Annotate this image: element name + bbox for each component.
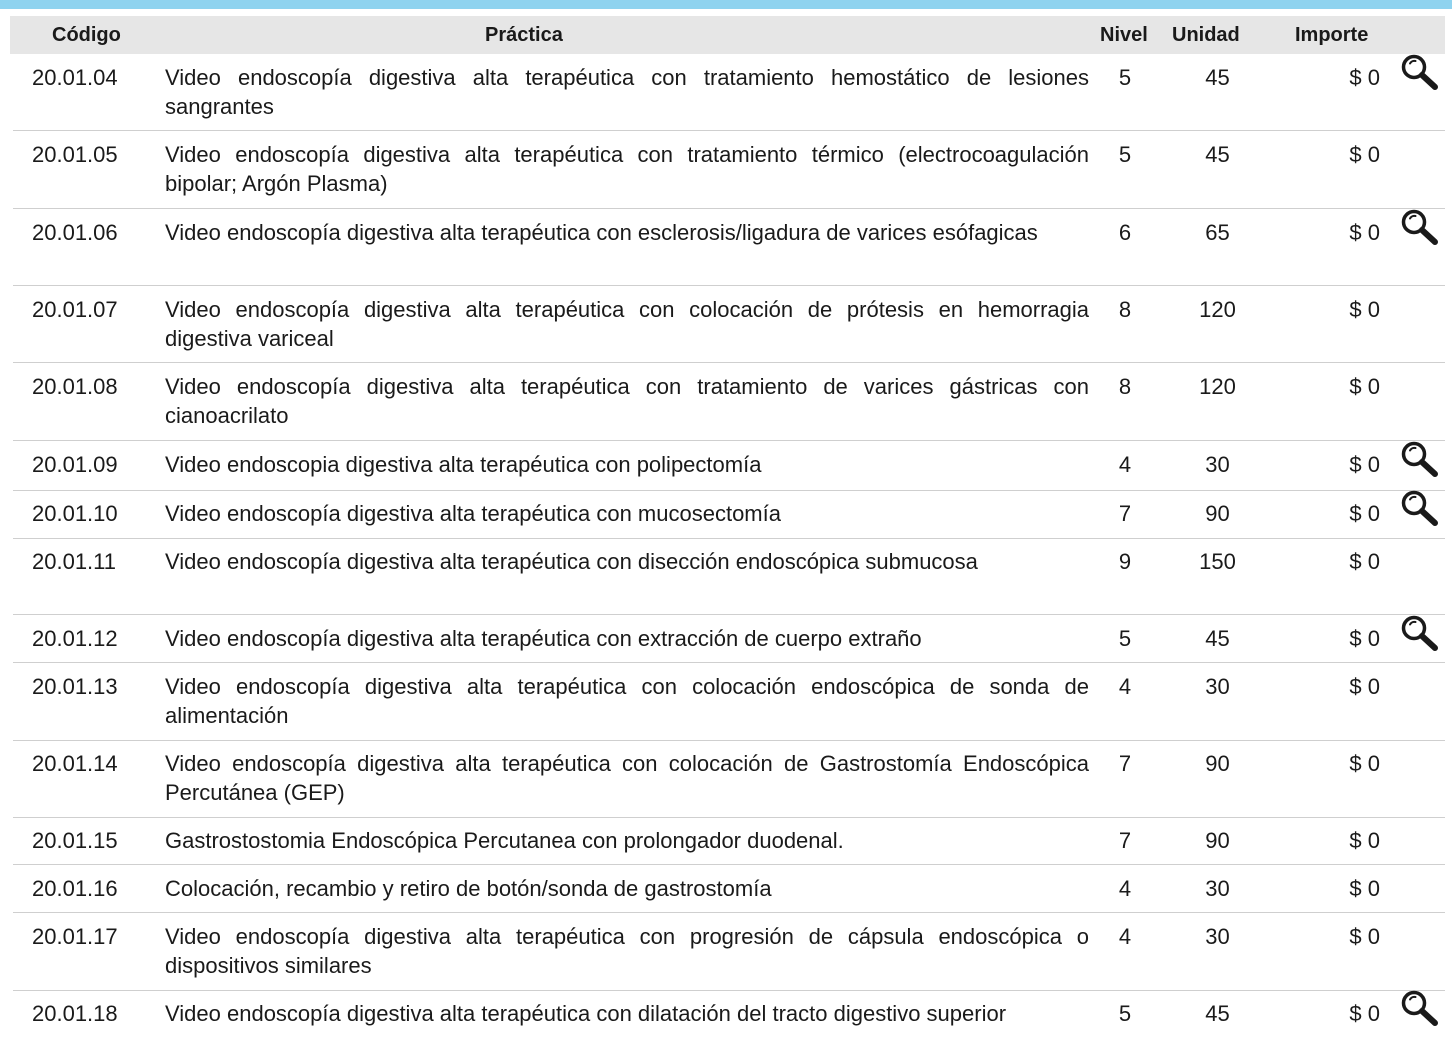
codigo-cell: 20.01.17	[32, 924, 118, 949]
unidad-cell: 30	[1205, 452, 1230, 477]
header-codigo: Código	[52, 23, 121, 46]
codigo-cell: 20.01.18	[32, 1001, 118, 1026]
nivel-cell: 5	[1118, 1001, 1132, 1026]
practica-cell: Video endoscopía digestiva alta terapéutica con colocación de prótesis en hemorragia digestiva variceal	[165, 297, 1089, 351]
nivel-cell: 5	[1118, 626, 1132, 651]
codigo-cell: 20.01.08	[32, 374, 118, 399]
practica-cell: Video endoscopía digestiva alta terapéutica con colocación de Gastrostomía Endoscópica Percutánea (GEP)	[165, 751, 1089, 805]
header-practica: Práctica	[485, 23, 563, 46]
unidad-cell: 150	[1199, 549, 1236, 574]
unidad-cell: 30	[1205, 674, 1230, 699]
codigo-cell: 20.01.15	[32, 828, 118, 853]
row-divider	[13, 864, 1445, 865]
header-importe: Importe	[1295, 23, 1369, 46]
codigo-cell: 20.01.09	[32, 452, 118, 477]
codigo-cell: 20.01.11	[32, 549, 117, 574]
practica-cell: Video endoscopía digestiva alta terapéutica con tratamiento térmico (electrocoagulación bipolar; Argón Plasma)	[165, 142, 1089, 196]
codigo-cell: 20.01.07	[32, 297, 118, 322]
importe-cell: $ 0	[1349, 452, 1380, 477]
codigo-cell: 20.01.04	[32, 65, 118, 90]
nivel-cell: 8	[1118, 297, 1132, 322]
importe-cell: $ 0	[1349, 549, 1380, 574]
row-divider	[13, 208, 1445, 209]
importe-cell: $ 0	[1349, 828, 1380, 853]
unidad-cell: 45	[1205, 1001, 1230, 1026]
unidad-cell: 90	[1205, 828, 1230, 853]
importe-cell: $ 0	[1349, 65, 1380, 90]
unidad-cell: 120	[1199, 297, 1236, 322]
importe-cell: $ 0	[1349, 876, 1380, 901]
row-divider	[13, 538, 1445, 539]
magnifier-search-icon[interactable]	[1400, 440, 1446, 482]
unidad-cell: 45	[1205, 65, 1230, 90]
row-divider	[13, 912, 1445, 913]
nivel-cell: 9	[1118, 549, 1132, 574]
unidad-cell: 90	[1205, 501, 1230, 526]
nivel-cell: 5	[1118, 65, 1132, 90]
row-divider	[13, 740, 1445, 741]
header-nivel: Nivel	[1100, 23, 1148, 46]
codigo-cell: 20.01.06	[32, 220, 118, 245]
nivel-cell: 4	[1118, 876, 1132, 901]
codigo-cell: 20.01.13	[32, 674, 118, 699]
row-divider	[13, 285, 1445, 286]
magnifier-search-icon[interactable]	[1400, 53, 1446, 95]
importe-cell: $ 0	[1349, 1001, 1380, 1026]
nivel-cell: 8	[1118, 374, 1132, 399]
nivel-cell: 4	[1118, 924, 1132, 949]
nivel-cell: 7	[1118, 828, 1132, 853]
row-divider	[13, 817, 1445, 818]
practica-cell: Video endoscopía digestiva alta terapéutica con mucosectomía	[165, 501, 781, 526]
practica-cell: Video endoscopía digestiva alta terapéutica con disección endoscópica submucosa	[165, 549, 978, 574]
importe-cell: $ 0	[1349, 501, 1380, 526]
importe-cell: $ 0	[1349, 142, 1380, 167]
nivel-cell: 4	[1118, 674, 1132, 699]
codigo-cell: 20.01.05	[32, 142, 118, 167]
nivel-cell: 7	[1118, 751, 1132, 776]
importe-cell: $ 0	[1349, 674, 1380, 699]
row-divider	[13, 614, 1445, 615]
codigo-cell: 20.01.14	[32, 751, 118, 776]
row-divider	[13, 490, 1445, 491]
practica-cell: Video endoscopía digestiva alta terapéutica con tratamiento hemostático de lesiones sangrantes	[165, 65, 1089, 119]
row-divider	[13, 362, 1445, 363]
importe-cell: $ 0	[1349, 297, 1380, 322]
row-divider	[13, 662, 1445, 663]
importe-cell: $ 0	[1349, 924, 1380, 949]
practica-cell: Video endoscopía digestiva alta terapéutica con esclerosis/ligadura de varices esófagicas	[165, 220, 1038, 245]
practica-cell: Video endoscopía digestiva alta terapéutica con extracción de cuerpo extraño	[165, 626, 922, 651]
unidad-cell: 30	[1205, 876, 1230, 901]
practica-cell: Video endoscopia digestiva alta terapéutica con polipectomía	[165, 452, 762, 477]
practica-cell: Video endoscopía digestiva alta terapéutica con colocación endoscópica de sonda de alimentación	[165, 674, 1089, 728]
importe-cell: $ 0	[1349, 374, 1380, 399]
magnifier-search-icon[interactable]	[1400, 208, 1446, 250]
unidad-cell: 45	[1205, 626, 1230, 651]
row-divider	[13, 440, 1445, 441]
unidad-cell: 45	[1205, 142, 1230, 167]
practica-cell: Colocación, recambio y retiro de botón/sonda de gastrostomía	[165, 876, 772, 901]
codigo-cell: 20.01.12	[32, 626, 118, 651]
header-unidad: Unidad	[1172, 23, 1240, 46]
nivel-cell: 5	[1118, 142, 1132, 167]
nivel-cell: 6	[1118, 220, 1132, 245]
practica-cell: Gastrostostomia Endoscópica Percutanea con prolongador duodenal.	[165, 828, 844, 853]
codigo-cell: 20.01.16	[32, 876, 118, 901]
magnifier-search-icon[interactable]	[1400, 489, 1446, 531]
importe-cell: $ 0	[1349, 751, 1380, 776]
practica-cell: Video endoscopía digestiva alta terapéutica con progresión de cápsula endoscópica o dispositivos similares	[165, 924, 1089, 978]
row-divider	[13, 130, 1445, 131]
practica-cell: Video endoscopía digestiva alta terapéutica con dilatación del tracto digestivo superior	[165, 1001, 1007, 1026]
importe-cell: $ 0	[1349, 626, 1380, 651]
practica-cell: Video endoscopía digestiva alta terapéutica con tratamiento de varices gástricas con cianoacrilato	[165, 374, 1089, 428]
nivel-cell: 7	[1118, 501, 1132, 526]
importe-cell: $ 0	[1349, 220, 1380, 245]
unidad-cell: 65	[1205, 220, 1230, 245]
unidad-cell: 90	[1205, 751, 1230, 776]
nivel-cell: 4	[1118, 452, 1132, 477]
row-divider	[13, 990, 1445, 991]
magnifier-search-icon[interactable]	[1400, 989, 1446, 1031]
unidad-cell: 120	[1199, 374, 1236, 399]
codigo-cell: 20.01.10	[32, 501, 118, 526]
unidad-cell: 30	[1205, 924, 1230, 949]
magnifier-search-icon[interactable]	[1400, 614, 1446, 656]
